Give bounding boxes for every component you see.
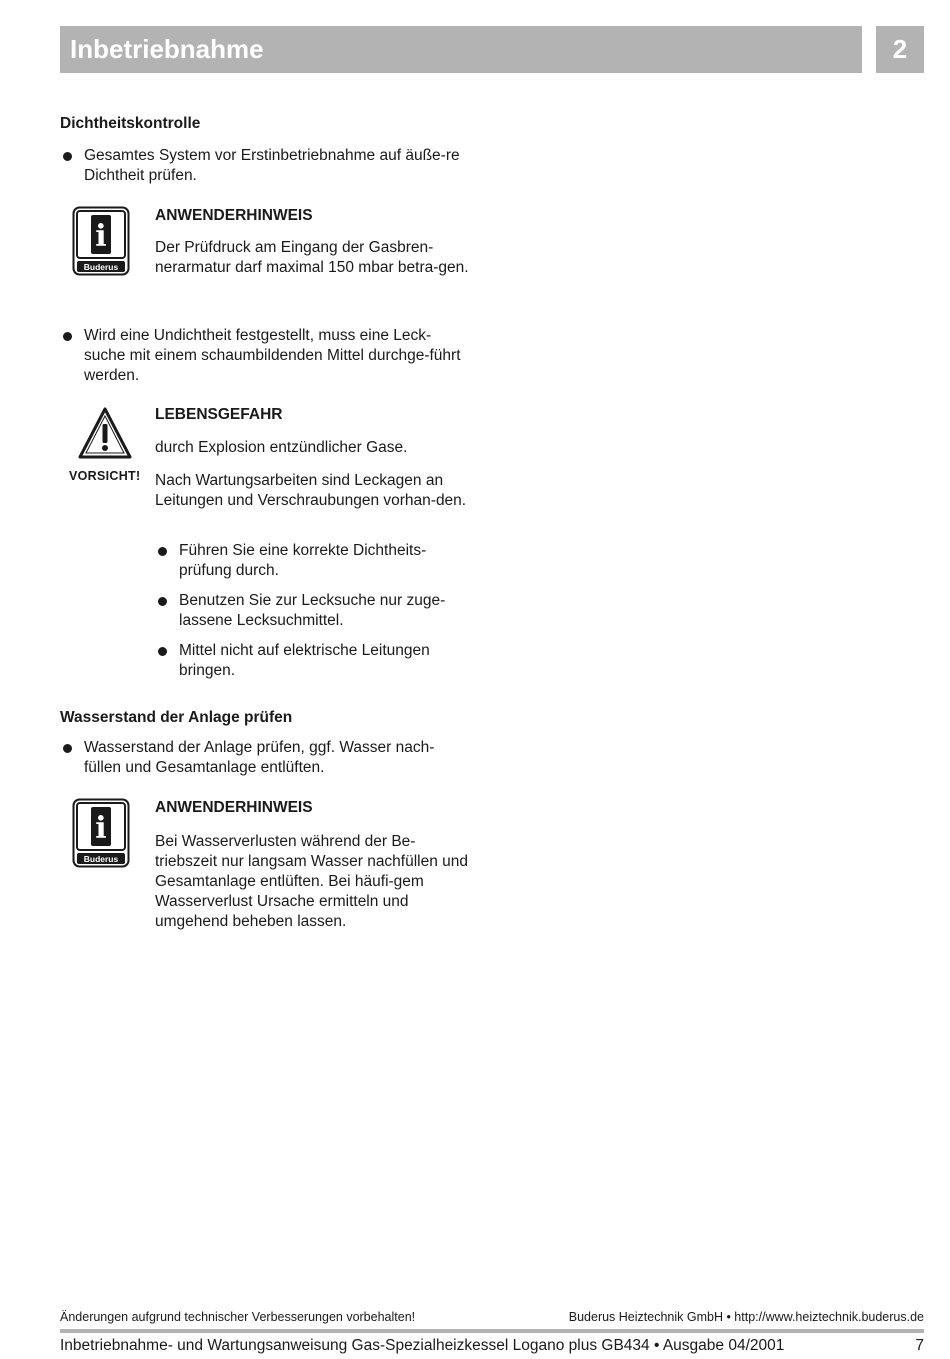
note-title: ANWENDERHINWEIS [155, 799, 313, 816]
bullet-dot-icon [158, 647, 167, 656]
bullet-dot-icon [63, 152, 72, 161]
info-icon [72, 798, 130, 868]
note-title: ANWENDERHINWEIS [155, 207, 313, 224]
warning-list-item [155, 591, 475, 631]
chapter-number: 2 [876, 26, 924, 73]
warning-list-text: Benutzen Sie zur Lecksuche nur zuge-lassene Lecksuchmittel. [179, 592, 446, 629]
bullet-text: Wasserstand der Anlage prüfen, ggf. Wasser nach-füllen und Gesamtanlage entlüften. [84, 739, 435, 776]
bullet-text: Gesamtes System vor Erstinbetriebnahme auf äuße-re Dichtheit prüfen. [84, 147, 460, 184]
warning-list-item [155, 641, 475, 681]
bullet-item [60, 326, 470, 386]
info-icon-brand: Buderus [83, 262, 119, 272]
footer-company: Buderus Heiztechnik GmbH • http://www.heiztechnik.buderus.de [568, 1310, 924, 1324]
footer-document-title: Inbetriebnahme- und Wartungsanweisung Gas-Spezialheizkessel Logano plus GB434 • Ausgabe 04/2001 [60, 1337, 785, 1354]
info-icon [72, 206, 130, 276]
note-text: Der Prüfdruck am Eingang der Gasbren-nerarmatur darf maximal 150 mbar betra-gen. [155, 239, 469, 276]
bullet-dot-icon [158, 547, 167, 556]
bullet-item [60, 738, 470, 778]
bullet-item [60, 146, 470, 186]
section-heading-leak-check: Dichtheitskontrolle [60, 115, 201, 132]
warning-list-text: Führen Sie eine korrekte Dichtheits-prüfung durch. [179, 542, 427, 579]
bullet-dot-icon [63, 332, 72, 341]
info-icon-letter: i [95, 811, 107, 846]
footer-disclaimer: Änderungen aufgrund technischer Verbesserungen vorbehalten! [60, 1310, 416, 1324]
warning-list-item [155, 541, 475, 581]
bullet-text: Wird eine Undichtheit festgestellt, muss eine Leck-suche mit einem schaumbildenden Mittel durchge-führt werden. [84, 327, 461, 384]
note-text: Bei Wasserverlusten während der Be-triebszeit nur langsam Wasser nachfüllen und Gesamtanlage entlüften. Bei häufi-gem Wasserverlust Ursache ermitteln und umgehend beheben lassen. [155, 833, 469, 930]
info-icon-letter: i [95, 219, 107, 254]
warning-triangle-icon [77, 406, 133, 460]
bullet-dot-icon [158, 597, 167, 606]
footer-divider [60, 1329, 924, 1333]
warning-label: VORSICHT! [69, 469, 141, 483]
bullet-dot-icon [63, 744, 72, 753]
info-icon-brand: Buderus [83, 854, 119, 864]
warning-text-1: durch Explosion entzündlicher Gase. [155, 439, 408, 456]
warning-title: LEBENSGEFAHR [155, 406, 283, 423]
section-heading-water-level: Wasserstand der Anlage prüfen [60, 709, 293, 726]
warning-list-text: Mittel nicht auf elektrische Leitungen bringen. [179, 642, 430, 679]
page-header-title: Inbetriebnahme [60, 26, 862, 73]
page-number: 7 [915, 1337, 924, 1354]
warning-text-2: Nach Wartungsarbeiten sind Leckagen an Leitungen und Verschraubungen vorhan-den. [155, 472, 467, 509]
